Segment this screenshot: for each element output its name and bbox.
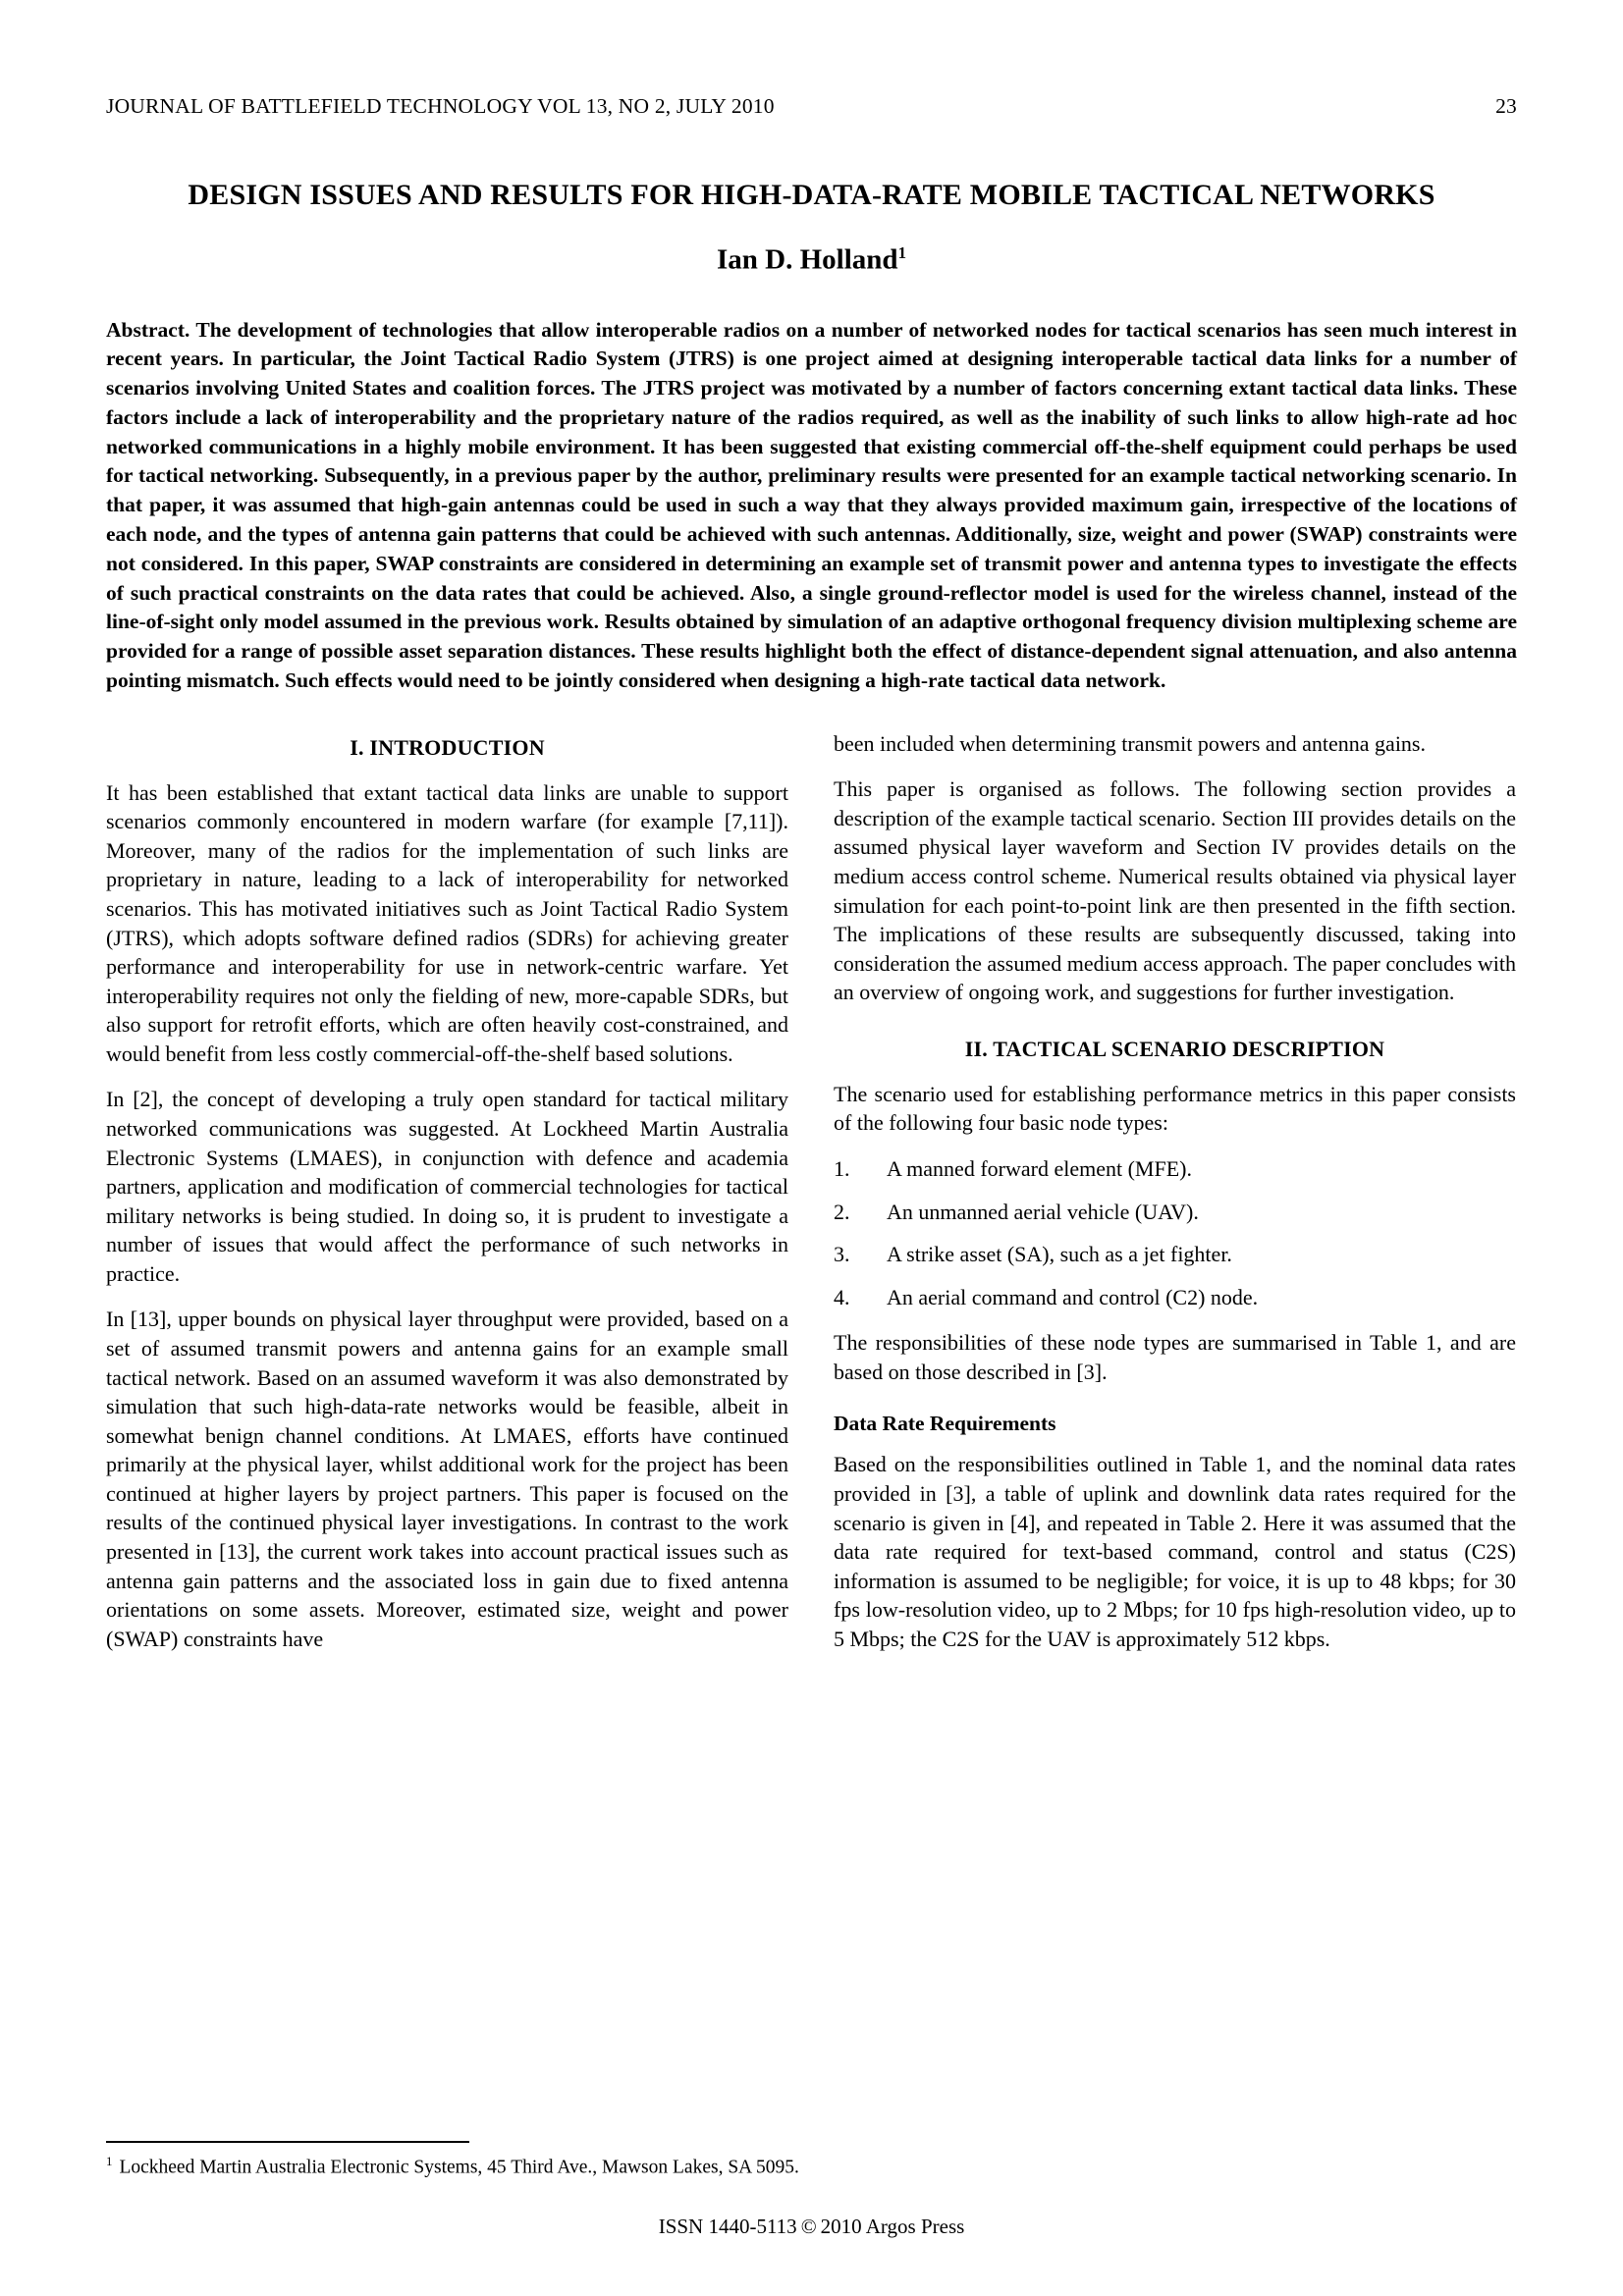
- list-item-label: An aerial command and control (C2) node.: [887, 1284, 1259, 1309]
- list-item-label: An unmanned aerial vehicle (UAV).: [887, 1199, 1199, 1224]
- page-title: DESIGN ISSUES AND RESULTS FOR HIGH-DATA-RATE MOBILE TACTICAL NETWORKS: [188, 179, 1435, 211]
- list-item: [834, 1283, 1516, 1312]
- journal-title-line: JOURNAL OF BATTLEFIELD TECHNOLOGY VOL 13, NO 2, JULY 2010: [106, 94, 775, 118]
- list-item-number: 4.: [834, 1284, 850, 1309]
- list-item-number: 2.: [834, 1199, 850, 1224]
- page-footer: [0, 2215, 1623, 2239]
- footnote: [106, 2154, 1517, 2180]
- list-item: [834, 1240, 1516, 1269]
- subsection-heading-data-rate-requirements: Data Rate Requirements: [834, 1412, 1056, 1436]
- running-head: [106, 94, 1517, 119]
- paragraph: It has been established that extant tactical data links are unable to support scenarios commonly encountered in modern warfare (for example [7,11]). Moreover, many of the radios for the implementation of such links are proprietary in nature, leading to a lack of interoperability for networked scenarios. This has motivated initiatives such as Joint Tactical Radio System (JTRS), which adopts software defined radios (SDRs) for achieving greater performance and interoperability for use in network-centric warfare. Yet interoperability requires not only the fielding of new, more-capable SDRs, but also support for retrofit efforts, which are often heavily cost-constrained, and would benefit from less costly commercial-off-the-shelf based solutions.: [106, 779, 788, 1066]
- footnote-area: [106, 2141, 1517, 2180]
- list-item: [834, 1154, 1516, 1184]
- footnote-marker: 1: [106, 2155, 113, 2169]
- issn-label: ISSN 1440-5113: [658, 2215, 797, 2238]
- footnote-label: Lockheed Martin Australia Electronic Systems, 45 Third Ave., Mawson Lakes, SA 5095.: [119, 2157, 799, 2178]
- paragraph: In [13], upper bounds on physical layer throughput were provided, based on a set of assumed transmit powers and antenna gains for an example small tactical network. Based on an assumed waveform it was also demonstrated by simulation that such high-data-rate networks would be feasible, albeit in somewhat benign channel conditions. At LMAES, efforts have continued primarily at the physical layer, whilst additional work for the project has been continued at higher layers by project partners. This paper is focused on the results of the continued physical layer investigations. In contrast to the work presented in [13], the current work takes into account practical issues such as antenna gain patterns and the associated loss in gain due to fixed antenna orientations on some assets. Moreover, estimated size, weight and power (SWAP) constraints have: [106, 1307, 788, 1651]
- list-item-label: A strike asset (SA), such as a jet fighter.: [887, 1242, 1232, 1267]
- paragraph: been included when determining transmit powers and antenna gains.: [834, 730, 1426, 756]
- copyright-icon: ©: [800, 2215, 817, 2238]
- list-item-label: A manned forward element (MFE).: [887, 1155, 1192, 1181]
- page-number: 23: [1495, 94, 1517, 118]
- author-affiliation-marker: 1: [897, 243, 906, 262]
- list-item-number: 1.: [834, 1155, 850, 1181]
- left-column: [106, 729, 788, 1654]
- paragraph: The scenario used for establishing performance metrics in this paper consists of the following four basic node types:: [834, 1081, 1516, 1136]
- paragraph: The responsibilities of these node types are summarised in Table 1, and are based on those described in [3].: [834, 1330, 1516, 1384]
- abstract: Abstract. The development of technologies that allow interoperable radios on a number of networked nodes for tactical scenarios has seen much interest in recent years. In particular, the Joint Tactical Radio System (JTRS) is one project aimed at designing interoperable tactical data links for a number of scenarios involving United States and coalition forces. The JTRS project was motivated by a number of factors concerning extant tactical data links. These factors include a lack of interoperability and the proprietary nature of the radios required, as well as the inability of such links to allow high-rate ad hoc networked communications in a highly mobile environment. It has been suggested that existing commercial off-the-shelf equipment could perhaps be used for tactical networking. Subsequently, in a previous paper by the author, preliminary results were presented for an example tactical networking scenario. In that paper, it was assumed that high-gain antennas could be used in such a way that they always provided maximum gain, irrespective of the locations of each node, and the types of antenna gain patterns that could be achieved with such antennas. Additionally, size, weight and power (SWAP) constraints were not considered. In this paper, SWAP constraints are considered in determining an example set of transmit power and antenna types to investigate the effects of such practical constraints on the data rates that could be achieved. Also, a single ground-reflector model is used for the wireless channel, instead of the line-of-sight only model assumed in the previous work. Results obtained by simulation of an adaptive orthogonal frequency division multiplexing scheme are provided for a range of possible asset separation distances. These results highlight both the effect of distance-dependent signal attenuation, and also antenna pointing mismatch. Such effects would need to be jointly considered when designing a high-rate tactical data network.: [106, 317, 1517, 692]
- body-columns: [106, 729, 1517, 1654]
- author-name: Ian D. Holland: [717, 243, 898, 276]
- list-item-number: 3.: [834, 1242, 850, 1267]
- author-line: [106, 243, 1517, 277]
- paragraph: Based on the responsibilities outlined in Table 1, and the nominal data rates provided in [3], a table of uplink and downlink data rates required for the scenario is given in [4], and repeated in Table 2. Here it was assumed that the data rate required for text-based command, control and status (C2S) information is assumed to be negligible; for voice, it is up to 48 kbps; for 30 fps low-resolution video, up to 2 Mbps; for 10 fps high-resolution video, up to 5 Mbps; the C2S for the UAV is approximately 512 kbps.: [834, 1452, 1516, 1651]
- paragraph: In [2], the concept of developing a truly open standard for tactical military networked communications was suggested. At Lockheed Martin Australia Electronic Systems (LMAES), in conjunction with defence and academia partners, application and modification of commercial technologies for tactical military networks is being studied. In doing so, it is prudent to investigate a number of issues that would affect the performance of such networks in practice.: [106, 1087, 788, 1286]
- section-heading-tactical-scenario: II. TACTICAL SCENARIO DESCRIPTION: [964, 1036, 1385, 1061]
- list-item: [834, 1198, 1516, 1227]
- right-column: [834, 729, 1516, 1654]
- section-heading-introduction: I. INTRODUCTION: [350, 734, 545, 760]
- publisher-label: 2010 Argos Press: [820, 2215, 965, 2238]
- paragraph: This paper is organised as follows. The following section provides a description of the example tactical scenario. Section III provides details on the assumed physical layer waveform and Section IV provides details on the medium access control scheme. Numerical results obtained via physical layer simulation for each point-to-point link are then presented in the fifth section. The implications of these results are subsequently discussed, taking into consideration the assumed medium access approach. The paper concludes with an overview of ongoing work, and suggestions for further investigation.: [834, 776, 1516, 1005]
- footnote-divider: [106, 2141, 469, 2143]
- node-types-list: [834, 1154, 1516, 1311]
